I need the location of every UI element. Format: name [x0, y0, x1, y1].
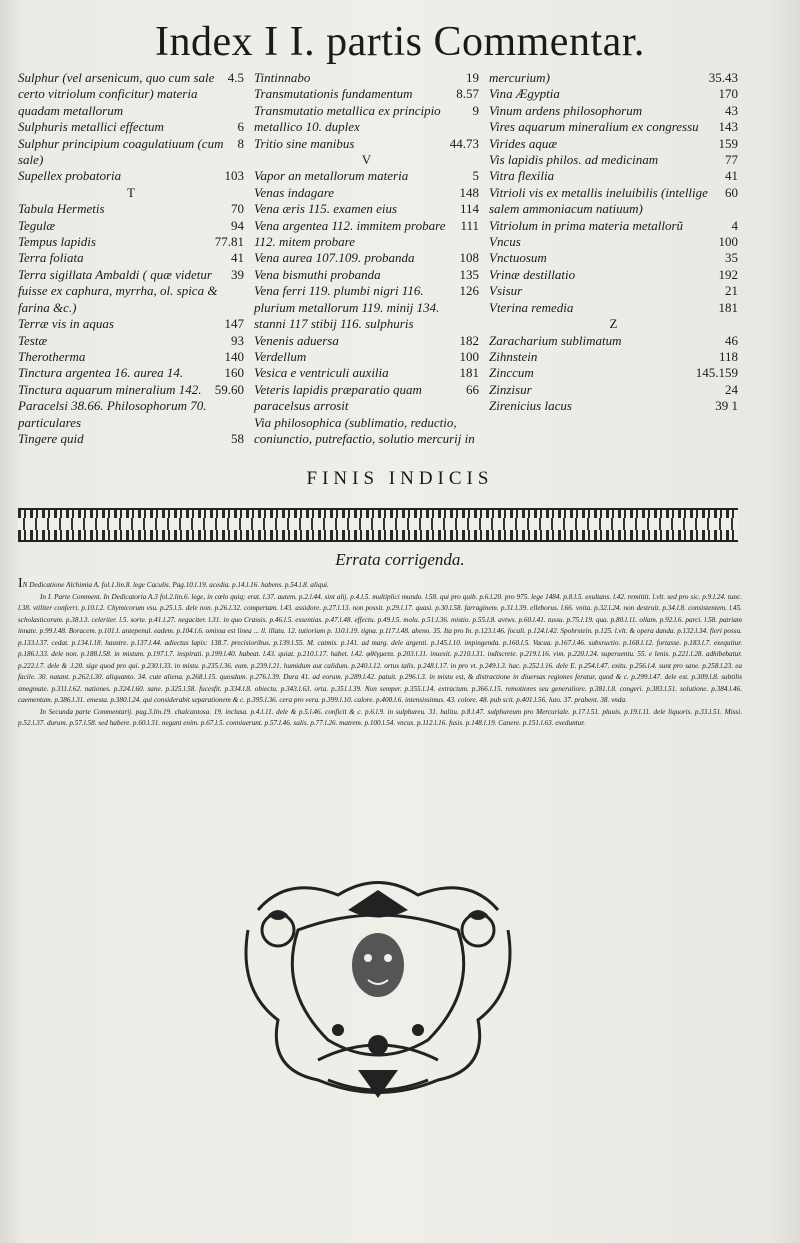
- index-entry: [489, 119, 738, 135]
- index-entry: [489, 283, 738, 299]
- index-entry-term: Vnctuosum: [489, 250, 547, 266]
- index-entry: [489, 168, 738, 184]
- index-entry: [18, 431, 244, 447]
- index-entry-page: 182: [459, 332, 479, 348]
- index-entry: [489, 382, 738, 398]
- index-entry-term: Sulphur principium coagulatiuum (cum sale): [18, 135, 224, 168]
- index-entry-page: 126: [459, 283, 479, 299]
- index-entry: [489, 398, 738, 414]
- index-column-3: [483, 70, 738, 447]
- index-entry-page: 70: [231, 201, 244, 217]
- index-entry: [254, 168, 479, 184]
- index-entry-term: Testæ: [18, 332, 48, 348]
- index-entry-term: Vinum ardens philosophorum: [489, 102, 643, 118]
- index-entry-term: Vitriolum in prima materia metallorũ: [489, 217, 684, 233]
- index-entry-term: Vis lapidis philos. ad medicinam: [489, 152, 659, 168]
- index-column-2: [248, 70, 483, 447]
- index-entry: [254, 250, 479, 266]
- index-entry-page: 181: [459, 365, 479, 381]
- index-entry: [489, 136, 738, 152]
- index-entry-term: Tinctura argentea 16. aurea 14.: [18, 365, 184, 381]
- index-entry: [254, 283, 479, 332]
- index-entry: [254, 333, 479, 349]
- index-entry-page: 39 1: [715, 398, 738, 414]
- index-entry: [489, 152, 738, 168]
- index-entry-page: 143: [718, 119, 738, 135]
- errata-paragraph-2: In I. Parte Comment. In Dedicatoria A.3 fol.2.lin.6. lege, in cœlo quiq; erat. l.37. autem. p.2.l.44. sint alij. p.4.l.5. multiplici mundo. l.58. qui pro quib. p.6.l.20. pro 975. lege 1484. p.8.l.5. exultans. l.42. remittit. l.vlt. sed pro sic. p.9.l.24. tunc. l.38. vtiliter conferri. p.10.l.2. Chymicorum vsu. p.25.l.5. dele non. p.26.l.32. compertam. l.43. assidore. p.27.l.13. non possit. p.29.l.17. quasi. p.30.l.58. farraginem. p.31.l.39. elleborus. l.66. vnita. p.32.l.24. non destruit. p.34.l.8. consistentem. l.45. scholasticorum. p.38.l.3. celeriter. l.5. sorte. p.41.l.27. negaciter. l.31. in quo Crassis. p.46.l.5. essentias. p.47.l.48. effectu. p.49.l.5. molu. p.51.l.36. mistio. p.55.l.8. avtws. p.60.l.41. tussu. p.75.l.19. qua. p.80.l.11. ollam. p.92.l.6. parci. l.58. patriam innate. p.99.l.48. Boracem. p.101.l. antepenul. eadem. p.104.l.6. omissa est linea ... ll. illatu. 12. tutiorium p. 110.l.19. tigna. p.117.l.48. aheno. 35. Ita pro In. p.123.l.46. focali. p.124.l.42. Spohrstein. p.125. l.vlt. & opera danda. p.132.l.34. fieri possu. p.133.l.37. cedat. p.134.l.18. haustre. p.137.l.44. adiectus lapis: 138.7. precisioribus. p.139.l.55. M. catmis. p.141. ad marg. dele argenti. p.145.l.10. impingenda. p.160.l.5. Vacua. p.167.l.46. subsructio. p.168.l.12. fortasse. p.183.l.7. exequitur. p.186.l.33. dele non. p.188.l.58. in mistum. p.197.l.7. inspirati. p.199.l.40. habeat. l.43. quiat. p.210.l.17. habet. l.42. φθέγματα. p.203.l.11. inuexit. p.210.l.31. indiscrete. p.219.l.16. vim. p.220.l.24. superuentu. 55. e lenis. p.221.l.28. adhibebatur. p.222.l.7. dele & .l.20. sige quod pro qui. p.230.l.33. in mistu. p.235.l.36. eum. p.239.l.21. humidum aut calidum. p.240.l.12. ortus talis. p.248.l.17. in pro vt. p.249.l.3. hac. p.252.l.16. dele E. p.254.l.47. exitu. p.256.l.4. sunt pro sane. p.258.l.23. ea facile. 30. natant. p.262.l.30. aliquanto. 34. cute aliena. p.268.l.15. quosdam. p.276.l.39. Dura 41. ad eorum. p.289.l.42. patuit. p.296.l.3. in mistu est, & distractione in diuersas regiones feratur, quod & c. p.299.l.47. dele est. p.309.l.8. subtilis smegmate. p.311.l.62. nationes. p.324.l.60. sane. p.325.l.58. fucesfit. p.334.l.8. obiectu. p.343.l.63. orta. p.351.l.39. Non semper. p.355.l.14. extractum. p.366.l.15. remotiores seu generaliore. p.381.l.8. congeri. p.383.l.51. solutione. p.384.l.46. caementum. p.386.l.31. emesta. p.380.l.24. qui considerabit separationem & c. p.395.l.36. cera pro vera. p.399.l.10. calore. p.400.l.6. intensissimus. 43. colore. 48. pub scit. p.401.l.56. luto. 37. prabent. 38. vnda.: [18, 592, 742, 704]
- index-entry-page: 59.60: [214, 381, 244, 397]
- index-entry-page: 100: [459, 348, 479, 364]
- index-entry-page: 8.57: [456, 86, 479, 102]
- index-entry-term: Sulphuris metallici effectum: [18, 119, 164, 135]
- index-columns: [18, 70, 738, 447]
- index-entry: [489, 267, 738, 283]
- index-entry-page: 46: [725, 332, 738, 348]
- index-entry: [254, 382, 479, 415]
- errata-paragraph-1: N Dedicatione Alchimia A. fol.1.lin.8. lege Caculis. Pag.10.l.19. acedia. p.14.l.16. habens. p.54.l.8. aliqui.: [22, 581, 329, 589]
- index-entry-term: Zinccum: [489, 365, 534, 381]
- decorative-border-band: [18, 508, 738, 542]
- index-entry-page: 6: [237, 119, 244, 135]
- index-entry: [489, 349, 738, 365]
- index-entry-term: Transmutationis fundamentum: [254, 86, 413, 102]
- index-entry: [489, 250, 738, 266]
- index-entry: [18, 250, 244, 266]
- index-entry-page: 8: [237, 135, 244, 151]
- index-entry: [489, 300, 738, 316]
- index-entry-page: 147: [224, 316, 244, 332]
- index-entry-page: 44.73: [449, 135, 479, 151]
- index-letter-heading: V: [361, 152, 372, 168]
- index-entry: [18, 365, 244, 381]
- index-entry: [254, 201, 479, 217]
- index-entry-page: 4: [731, 217, 738, 233]
- index-entry-term: Veteris lapidis præparatio quam paracelsus arrosit: [254, 381, 422, 414]
- index-entry-page: 66: [466, 381, 479, 397]
- index-entry-term: Tempus lapidis: [18, 234, 96, 250]
- index-entry: [18, 136, 244, 169]
- index-entry-term: Verdellum: [254, 348, 307, 364]
- index-entry-term: Tabula Hermetis: [18, 201, 105, 217]
- index-entry-term: Vena aurea 107.109. probanda: [254, 250, 415, 266]
- index-entry-page: 118: [718, 348, 738, 364]
- index-entry-page: 19: [466, 70, 479, 85]
- index-entry-page: 181: [718, 299, 738, 315]
- index-entry-page: 160: [224, 365, 244, 381]
- index-entry-term: Vitra flexilia: [489, 168, 555, 184]
- index-entry: [254, 415, 479, 448]
- index-entry: [18, 70, 244, 119]
- finis-heading: FINIS INDICIS: [306, 468, 494, 489]
- index-entry-page: 60: [725, 184, 738, 200]
- index-entry: [254, 103, 479, 136]
- index-entry-term: Vena argentea 112. immitem probare 112. mitem probare: [254, 217, 446, 250]
- errata-paragraph-3: In Secunda parte Commentarij. pag.3.lin.19. chalcantosa. 19. inclusa. p.4.l.11. dele & p.5.l.46. conficit & c. p.6.l.9. in sulphureu. 31. halitu. p.8.l.47. sulphureum pro Mercuriale. p.17.l.51. pluuis. p.19.l.11. dele liquoris. p.33.l.51. Missi. p.52.l.37. durum. p.57.l.58. sed habere. p.60.l.31. negant enim. p.67.l.5. conniuerunt. p.57.l.46. salis. p.77.l.26. matrem. p.100.l.54. vncus. p.112.l.16. fusis. p.148.l.19. Canere. p.151.l.63. exeduntur.: [18, 707, 742, 727]
- index-entry: [18, 168, 244, 184]
- index-entry-term: Supellex probatoria: [18, 168, 122, 184]
- index-column-1: [18, 70, 248, 447]
- index-entry: [489, 234, 738, 250]
- index-entry-page: 148: [459, 184, 479, 200]
- index-entry-term: Vena ferri 119. plumbi nigri 116. plurium metallorum 119. minij 134. stanni 117 stibij 116. sulphuris: [254, 283, 440, 332]
- index-entry: [489, 185, 738, 218]
- index-entry-page: 111: [460, 217, 479, 233]
- index-entry-term: Vesica e ventriculi auxilia: [254, 365, 389, 381]
- index-entry: [254, 267, 479, 283]
- index-entry-page: 103: [224, 168, 244, 184]
- index-entry: [18, 316, 244, 332]
- index-entry-term: Vina Ægyptia: [489, 86, 560, 102]
- index-entry: [489, 333, 738, 349]
- index-entry: [18, 349, 244, 365]
- index-entry-term: Vitrioli vis ex metallis ineluibilis (intellige salem ammoniacum natiuum): [489, 184, 708, 217]
- index-entry-term: Terræ vis in aquas: [18, 316, 114, 332]
- index-entry: [18, 267, 244, 316]
- index-entry-term: mercurium): [489, 70, 550, 85]
- index-entry-term: Vapor an metallorum materia: [254, 168, 409, 184]
- index-entry-page: 39: [231, 266, 244, 282]
- index-entry-page: 35.43: [708, 70, 738, 85]
- index-entry: [254, 70, 479, 86]
- index-entry-term: Vena æris 115. examen eius: [254, 201, 398, 217]
- index-entry-term: Tegulæ: [18, 217, 56, 233]
- index-entry-page: 170: [718, 86, 738, 102]
- index-entry: [254, 185, 479, 201]
- index-entry-term: Transmutatio metallica ex principio metallico 10. duplex: [254, 102, 441, 135]
- index-entry-page: 93: [231, 332, 244, 348]
- index-entry-page: 24: [725, 381, 738, 397]
- index-entry-page: 192: [718, 266, 738, 282]
- index-entry-page: 94: [231, 217, 244, 233]
- index-entry-page: 145.159: [695, 365, 738, 381]
- index-entry: [489, 103, 738, 119]
- index-entry-term: Vena bismuthi probanda: [254, 266, 381, 282]
- index-entry-page: 140: [224, 348, 244, 364]
- errata-title: Errata corrigenda.: [335, 550, 465, 569]
- index-entry-term: Tritio sine manibus: [254, 135, 355, 151]
- index-entry: [18, 382, 244, 431]
- index-entry-term: Vterina remedia: [489, 299, 574, 315]
- page-title: Index I I. partis Commentar.: [155, 19, 645, 65]
- index-entry: [254, 136, 479, 152]
- index-entry-term: Tinctura aquarum mineralium 142. Paracelsi 38.66. Philosophorum 70. particulares: [18, 381, 207, 430]
- index-entry-term: Terra sigillata Ambaldi ( quæ videtur fuisse ex caphura, myrrha, ol. spica & farina &c.): [18, 266, 218, 315]
- index-entry-term: Zaracharium sublimatum: [489, 332, 622, 348]
- index-entry: [254, 86, 479, 102]
- index-entry: [18, 119, 244, 135]
- index-entry-page: 43: [725, 102, 738, 118]
- index-entry: [489, 365, 738, 381]
- index-entry: [254, 365, 479, 381]
- errata-initial: I: [18, 576, 23, 591]
- index-entry: [254, 218, 479, 251]
- index-entry-page: 58: [231, 430, 244, 446]
- index-entry-term: Virides aquæ: [489, 135, 558, 151]
- index-letter-heading: Z: [609, 316, 618, 332]
- index-entry-page: 100: [718, 234, 738, 250]
- index-entry-page: 114: [459, 201, 479, 217]
- errata-text: [18, 578, 742, 730]
- index-entry-term: Via philosophica (sublimatio, reductio, coniunctio, putrefactio, solutio mercurij in: [254, 414, 475, 446]
- index-entry-term: Venenis aduersa: [254, 332, 339, 348]
- index-entry-term: Terra foliata: [18, 250, 84, 266]
- index-entry: [489, 86, 738, 102]
- index-entry-page: 35: [725, 250, 738, 266]
- index-entry-page: 4.5: [227, 70, 244, 85]
- index-entry-page: 9: [472, 102, 479, 118]
- index-entry: [489, 218, 738, 234]
- index-entry-page: 5: [472, 168, 479, 184]
- ornament-cartouche-icon: [228, 870, 528, 1105]
- index-entry-term: Tingere quid: [18, 430, 84, 446]
- index-entry-term: Vsisur: [489, 283, 523, 299]
- index-entry: [18, 218, 244, 234]
- index-entry-term: Vires aquarum mineralium ex congressu: [489, 119, 699, 135]
- index-entry-term: Zihnstein: [489, 348, 538, 364]
- index-letter-heading: T: [127, 184, 135, 200]
- index-entry: [18, 201, 244, 217]
- index-entry: [18, 333, 244, 349]
- index-entry: [254, 349, 479, 365]
- index-entry-term: Therotherma: [18, 348, 86, 364]
- index-entry-page: 21: [725, 283, 738, 299]
- index-entry-page: 108: [459, 250, 479, 266]
- index-entry-page: 77.81: [214, 234, 244, 250]
- index-entry-term: Venas indagare: [254, 184, 335, 200]
- index-entry: [18, 234, 244, 250]
- index-entry-term: Zirenicius lacus: [489, 398, 572, 414]
- index-entry-page: 159: [718, 135, 738, 151]
- index-entry-term: Tintinnabo: [254, 70, 311, 85]
- index-entry-page: 41: [231, 250, 244, 266]
- index-entry-term: Zinzisur: [489, 381, 532, 397]
- index-entry-page: 77: [725, 152, 738, 168]
- index-entry-page: 41: [725, 168, 738, 184]
- index-entry-term: Sulphur (vel arsenicum, quo cum sale certo vitriolum conficitur) materia quadam metallorum: [18, 70, 215, 118]
- index-entry-term: Vrinæ destillatio: [489, 266, 576, 282]
- index-entry-page: 135: [459, 266, 479, 282]
- index-entry-term: Vncus: [489, 234, 521, 250]
- index-entry: [489, 70, 738, 86]
